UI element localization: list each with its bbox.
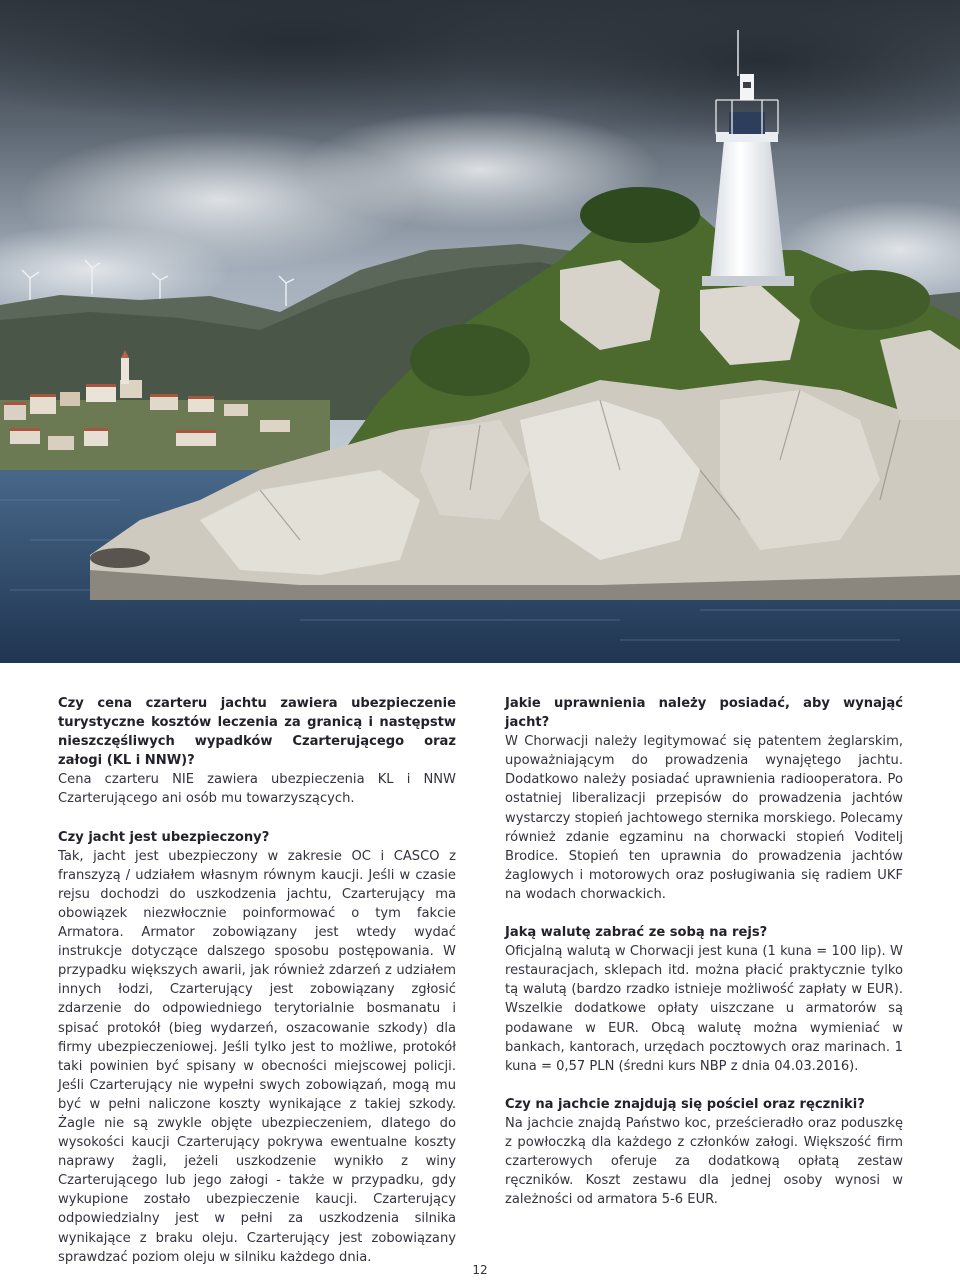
faq-question: Czy na jachcie znajdują się pościel oraz ręczniki?	[505, 1096, 865, 1112]
faq-question: Jakie uprawnienia należy posiadać, aby wynająć jacht?	[505, 696, 903, 731]
faq-answer: Tak, jacht jest ubezpieczony w zakresie OC i CASCO z franszyzą / udziałem własnym równym kaucji. Jeśli w czasie rejsu dochodzi do uszkodzenia jachtu, Czarterujący ma obowiązek niezwłocznie poinformować o tym fakcie Armatora. Armator zobowiązany jest wtedy wydać instrukcje dotyczące dalszego sposobu postępowania. W przypadku większych awarii, jak również zdarzeń z udziałem innych łodzi, Czarterujący jest zobowiązany zgłosić zdarzenie do odpowiedniego terytorialnie bosmanatu i spisać protokół (bieg wydarzeń, oszacowanie szkody) dla firmy ubezpieczeniowej. Jeśli tylko jest to możliwe, protokół taki powinien być spisany w obecności miejscowej policji. Jeśli Czarterujący nie wypełni swych zobowiązań, mogą mu być w pełni naliczone koszty wynikające z takiej szkody. Żagle nie są zwykle objęte ubezpieczeniem, dlatego do wysokości kaucji Czarterujący pokrywa ewentualne koszty naprawy żagli, jeżeli uszkodzenie wynikło z winy Czarterującego lub jego załogi - także w przypadku, gdy wykupione zostało ubezpieczenie kaucji. Czarterujący odpowiedzialny jest w pełni za uszkodzenia silnika wynikające z braku oleju. Czarterujący jest zobowiązany sprawdzać poziom oleju w silniku każdego dnia.	[58, 848, 456, 1265]
faq-left-column	[58, 694, 456, 1286]
faq-item-bedding-towels	[505, 1095, 903, 1210]
faq-item-currency	[505, 923, 903, 1076]
faq-answer: Oficjalną walutą w Chorwacji jest kuna (1 kuna = 100 lip). W restauracjach, sklepach itd. można płacić praktycznie tylko tą walutą (bardzo rzadko istnieje możliwość zapłaty w EUR). Wszelkie dodatkowe opłaty uiszczane u armatorów są podawane w EUR. Obcą walutę można wymieniać w bankach, kantorach, urzędach pocztowych oraz marinach. 1 kuna = 0,57 PLN (średni kurs NBP z dnia 04.03.2016).	[505, 944, 903, 1074]
page-number: 12	[472, 1263, 488, 1277]
faq-item-licences	[505, 694, 903, 904]
faq-right-column	[505, 694, 903, 1228]
faq-question: Czy cena czarteru jachtu zawiera ubezpieczenie turystyczne kosztów leczenia za granicą i następstw nieszczęśliwych wypadków Czarterującego oraz załogi (KL i NNW)?	[58, 696, 456, 769]
faq-answer: Na jachcie znajdą Państwo koc, prześcieradło oraz poduszkę z powłoczką dla każdego z członków załogi. Większość firm czarterowych oferuje za dodatkową opłatą zestaw ręczników. Koszt zestawu dla jednej osoby wynosi w zależności od armatora 5-6 EUR.	[505, 1115, 903, 1208]
faq-question: Jaką walutę zabrać ze sobą na rejs?	[505, 925, 768, 941]
faq-answer: W Chorwacji należy legitymować się patentem żeglarskim, upoważniającym do prowadzenia wynajętego jachtu. Dodatkowo należy posiadać uprawnienia radiooperatora. Po ostatniej liberalizacji przepisów do prowadzenia jachtów wystarczy stopień jachtowego sternika morskiego. Polecamy również zdanie egzaminu na chorwacki stopień Voditelj Brodice. Stopień ten uprawnia do prowadzenia jachtów żaglowych i motorowych oraz posługiwania się radiem UKF na wodach chorwackich.	[505, 734, 903, 902]
faq-question: Czy jacht jest ubezpieczony?	[58, 829, 270, 845]
faq-item-yacht-insurance	[58, 828, 456, 1267]
faq-answer: Cena czarteru NIE zawiera ubezpieczenia KL i NNW Czarterującego ani osób mu towarzyszących.	[58, 772, 456, 807]
faq-item-travel-insurance	[58, 694, 456, 809]
